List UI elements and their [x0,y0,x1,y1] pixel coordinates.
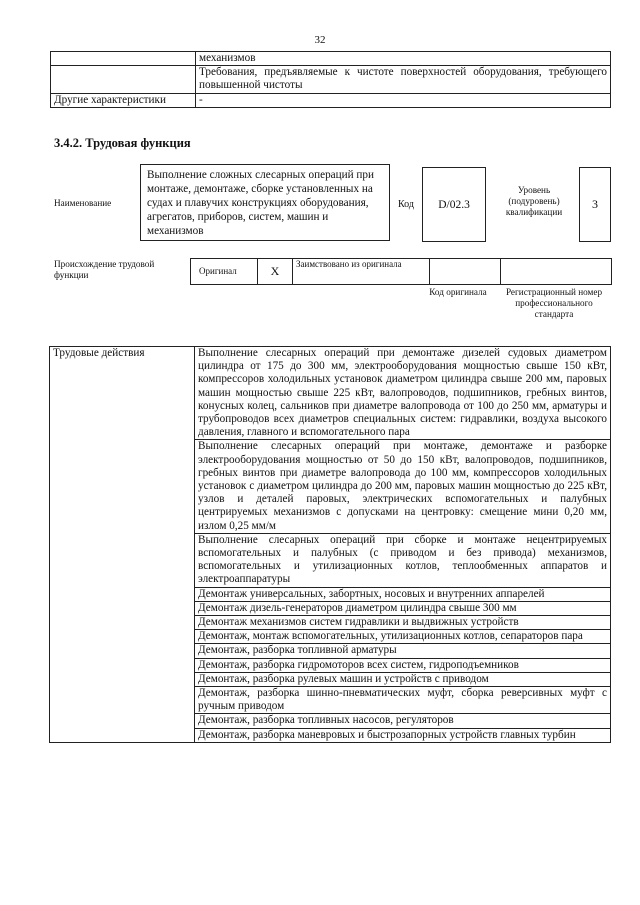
page-number: 32 [314,34,326,46]
labor-action-item: Демонтаж универсальных, забортных, носовых и внутренних аппарелей [195,587,611,601]
table-cell-empty [51,66,196,93]
labor-action-item: Демонтаж, разборка топливных насосов, регуляторов [195,714,611,728]
labor-action-item: Демонтаж дизель-генераторов диаметром цилиндра свыше 300 мм [195,601,611,615]
other-characteristics-label: Другие характеристики [51,93,196,107]
characteristics-table [50,51,611,108]
code-original-caption: Код оригинала [429,287,487,297]
labor-action-item: Демонтаж, разборка гидромоторов всех систем, гидроподъемников [195,658,611,672]
labor-action-item: Демонтаж механизмов систем гидравлики и выдвижных устройств [195,616,611,630]
labor-action-item: Демонтаж, разборка топливной арматуры [195,644,611,658]
table-row [51,93,611,107]
reg-number-caption: Регистрационный номер профессионального стандарта [505,287,603,319]
level-value-box: 3 [579,167,611,242]
original-mark: X [258,259,293,285]
section-heading: 3.4.2. Трудовая функция [54,136,191,150]
table-cell-empty [51,52,196,66]
other-characteristics-value: - [196,93,611,107]
labor-actions-table [49,346,611,743]
table-row [191,259,612,285]
labor-action-item: Демонтаж, разборка шинно-пневматических муфт, сборка реверсивных муфт с ручным приводом [195,687,611,714]
labor-action-item: Выполнение слесарных операций при демонтаже дизелей судовых диаметром цилиндра от 175 до 300 мм, электрооборудования мощностью свыше 150 кВт, компрессоров холодильных установок диаметром цилиндра свыше 200 мм, паровых машин мощностью свыше 225 кВт, валопроводов, подшипников, гребных винтов, конусных колец, сальников при диаметре валопровода от 100 до 250 мм, арматуры и трубопроводов всех диаметров специальных систем: гидравлики, воздуха высокого давления, главного и вспомогательного пара [195,347,611,440]
table-cell: механизмов [196,52,611,66]
original-label: Оригинал [191,259,258,285]
origin-table [190,258,612,285]
function-name-box: Выполнение сложных слесарных операций при монтаже, демонтаже, сборке установленных на судах и плавучих конструкциях оборудования, агрегатов, приборов, систем, машин и механизмов [140,164,390,241]
level-label: Уровень (подуровень) квалификации [505,185,563,217]
code-original-cell [430,259,501,285]
reg-number-cell [501,259,612,285]
name-label: Наименование [54,198,112,208]
code-label: Код [398,199,414,210]
labor-action-item: Выполнение слесарных операций при монтаже, демонтаже и разборке электрооборудования мощностью от 50 до 150 кВт, валопроводов, подшипников, гребных винтов при диаметре валопровода до 100 мм, компрессоров холодильных установок с диаметром цилиндра до 200 мм, паровых машин мощностью до 225 кВт, узлов и деталей паровых, электрических вспомогательных и палубных центрируемых механизмов с допусками на центровку: смещение мини 0,20 мм, излом 0,25 мм/м [195,440,611,533]
labor-action-item: Демонтаж, монтаж вспомогательных, утилизационных котлов, сепараторов пара [195,630,611,644]
labor-action-item: Выполнение слесарных операций при сборке и монтаже нецентрируемых вспомогательных и палубных (с приводом и без привода) механизмов, вспомогательных и утилизационных котлов, теплообменных аппаратов и электроаппаратуры [195,533,611,587]
table-cell: Требования, предъявляемые к чистоте поверхностей оборудования, требующего повышенной чистоты [196,66,611,93]
labor-action-item: Демонтаж, разборка маневровых и быстрозапорных устройств главных турбин [195,728,611,742]
table-row [51,52,611,66]
code-value-box: D/02.3 [422,167,486,242]
borrowed-label: Заимствовано из оригинала [293,259,430,285]
labor-actions-label: Трудовые действия [50,347,195,743]
table-row [51,66,611,93]
table-row [50,347,611,440]
origin-label: Происхождение трудовой функции [54,259,155,280]
labor-action-item: Демонтаж, разборка рулевых машин и устройств с приводом [195,672,611,686]
